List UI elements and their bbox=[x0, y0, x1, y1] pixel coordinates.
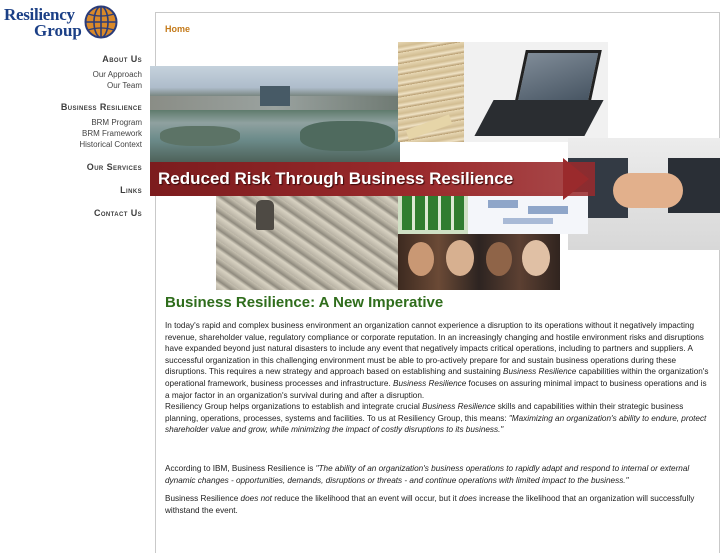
ibm-definition-paragraph: According to IBM, Business Resilience is "The ability of an organization's business operations to rapidly adapt and respond to internal or external dynamic changes - opportunities, demands, disruptions or threats - and continue operations with limited impact to the business." bbox=[165, 464, 690, 485]
people-photo bbox=[398, 234, 560, 290]
debris-photo bbox=[216, 192, 398, 290]
nav-business-resilience[interactable]: Business Resilience bbox=[60, 102, 142, 112]
closing-paragraph: Business Resilience does not reduce the likelihood that an event will occur, but it does increase the likelihood that an organization will successfully withstand the event. bbox=[165, 494, 695, 515]
nav-contact-us[interactable]: Contact Us bbox=[93, 208, 142, 218]
nav-historical-context[interactable]: Historical Context bbox=[79, 140, 142, 149]
company-logo[interactable] bbox=[4, 5, 116, 39]
nav-our-services[interactable]: Our Services bbox=[86, 162, 142, 172]
nav-brm-program[interactable]: BRM Program bbox=[91, 118, 142, 127]
nav-our-approach[interactable]: Our Approach bbox=[92, 70, 142, 79]
diagram-graphic bbox=[398, 192, 468, 234]
intro-paragraph: In today's rapid and complex business environment an organization cannot experience a disruption to its operations without it negatively impacting revenue, shareholder value, regulatory compliance or corporate reputation. In an increasingly changing and hostile environment risks and disruptions have expanded beyond just natural disasters to include any event that negatively impacts critical operations, including to partners and suppliers. A successful organization in this challenging environment must be able to pro-actively prepare for and sustain business operations during these disruptions. This requires a new strategy and approach based on establishing and sustaining Business Resilience capabilities within the organization's operational framework, business processes and infrastructure. Business Resilience focuses on assuring minimal impact to business operations and is a major factor in an organization's survival during and after a disruption. Resiliency Group helps organizations to establish and integrate crucial Business Resilience skills and capabilities within their strategic business planning, operations, processes, systems and facilities. To us at Resiliency Group, this means: "Maximizing an organization's ability to endure, protect shareholder value and grow, while minimizing the impact of costly disruptions to its business." bbox=[165, 321, 709, 435]
hero-collage bbox=[150, 42, 720, 290]
hero-banner-text: Reduced Risk Through Business Resilience bbox=[158, 169, 514, 188]
laptop-photo bbox=[464, 42, 608, 142]
nav-about-us[interactable]: About Us bbox=[102, 54, 142, 64]
breadcrumb-home[interactable]: Home bbox=[165, 24, 191, 34]
globe-icon bbox=[84, 5, 118, 39]
banner-arrow-icon bbox=[563, 158, 589, 200]
files-photo bbox=[398, 42, 464, 142]
logo-line-1: Resiliency bbox=[4, 5, 75, 24]
page-title: Business Resilience: A New Imperative bbox=[165, 294, 444, 311]
flood-photo bbox=[150, 66, 400, 164]
nav-brm-framework[interactable]: BRM Framework bbox=[81, 129, 142, 138]
nav-links[interactable]: Links bbox=[120, 185, 142, 195]
logo-line-2: Group bbox=[34, 21, 82, 40]
nav-our-team[interactable]: Our Team bbox=[107, 81, 142, 90]
